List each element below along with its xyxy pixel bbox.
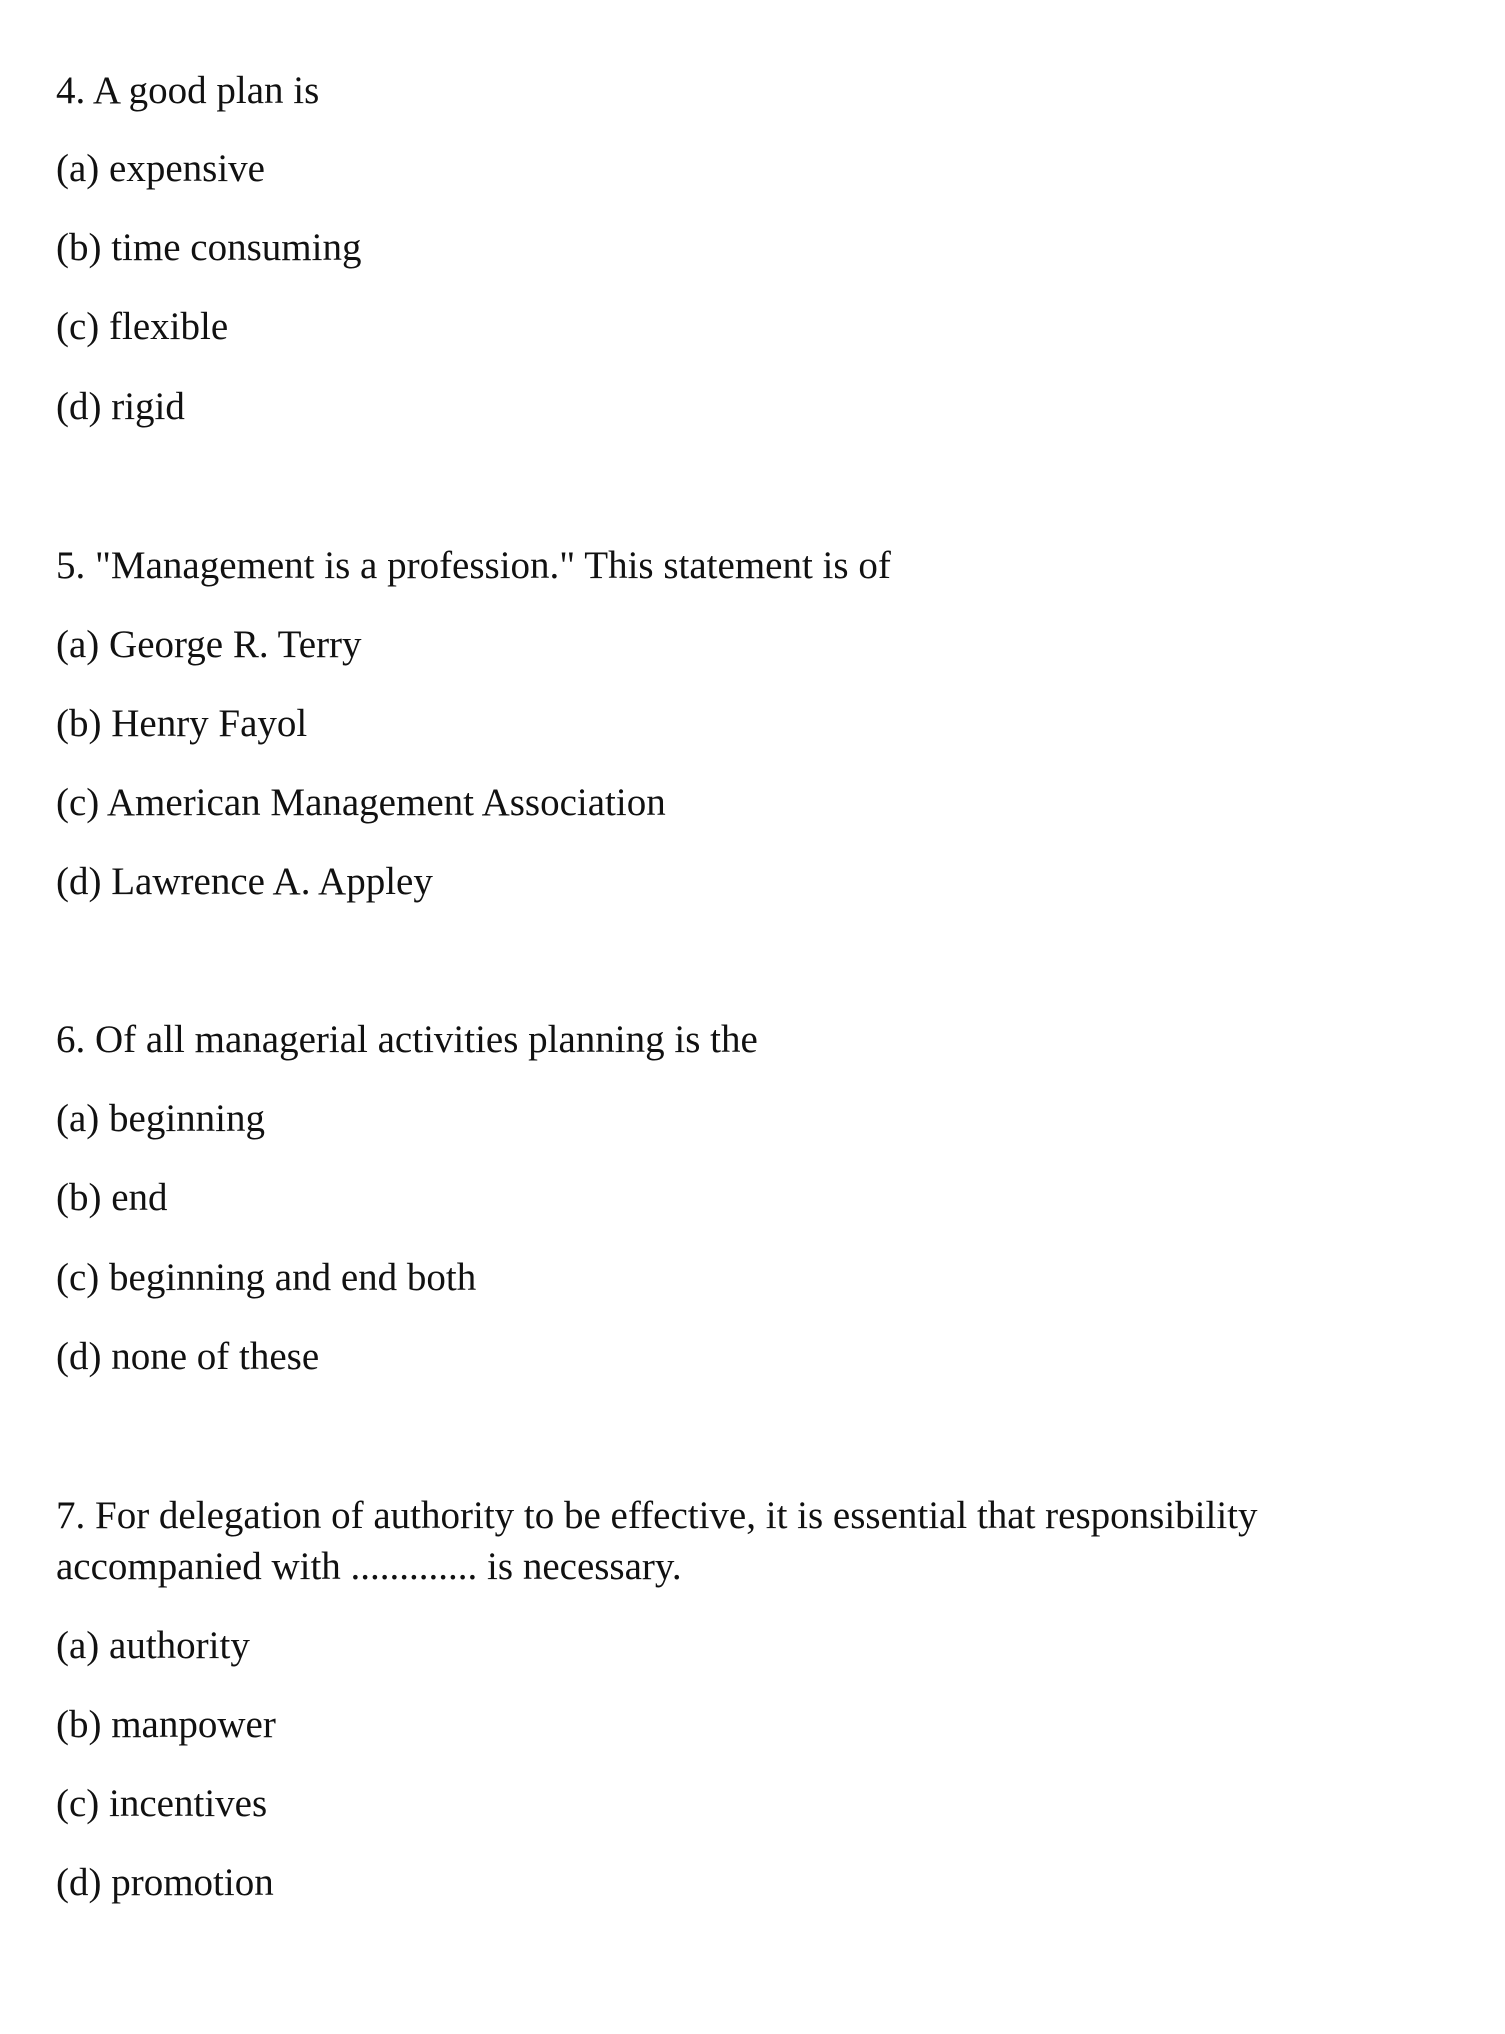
option-b: (b) Henry Fayol xyxy=(56,702,308,745)
option-d: (d) rigid xyxy=(56,385,185,428)
option-a: (a) expensive xyxy=(56,147,265,190)
option-d: (d) Lawrence A. Appley xyxy=(56,860,433,903)
question-text-line-1: 7. For delegation of authority to be effective, it is essential that responsibility xyxy=(56,1494,1258,1537)
question-text: 6. Of all managerial activities planning is the xyxy=(56,1018,758,1061)
option-a: (a) George R. Terry xyxy=(56,623,362,666)
option-d: (d) promotion xyxy=(56,1861,274,1904)
option-b: (b) end xyxy=(56,1176,168,1219)
option-a: (a) authority xyxy=(56,1624,250,1667)
option-a: (a) beginning xyxy=(56,1097,266,1140)
option-c: (c) American Management Association xyxy=(56,781,666,824)
question-text: 5. "Management is a profession." This statement is of xyxy=(56,544,891,587)
option-c: (c) beginning and end both xyxy=(56,1256,477,1299)
question-text-line-2: accompanied with ............. is necessary. xyxy=(56,1545,682,1588)
question-text: 4. A good plan is xyxy=(56,69,320,112)
option-b: (b) manpower xyxy=(56,1703,276,1746)
option-c: (c) incentives xyxy=(56,1782,268,1825)
option-c: (c) flexible xyxy=(56,305,229,348)
option-d: (d) none of these xyxy=(56,1335,320,1378)
option-b: (b) time consuming xyxy=(56,226,362,269)
